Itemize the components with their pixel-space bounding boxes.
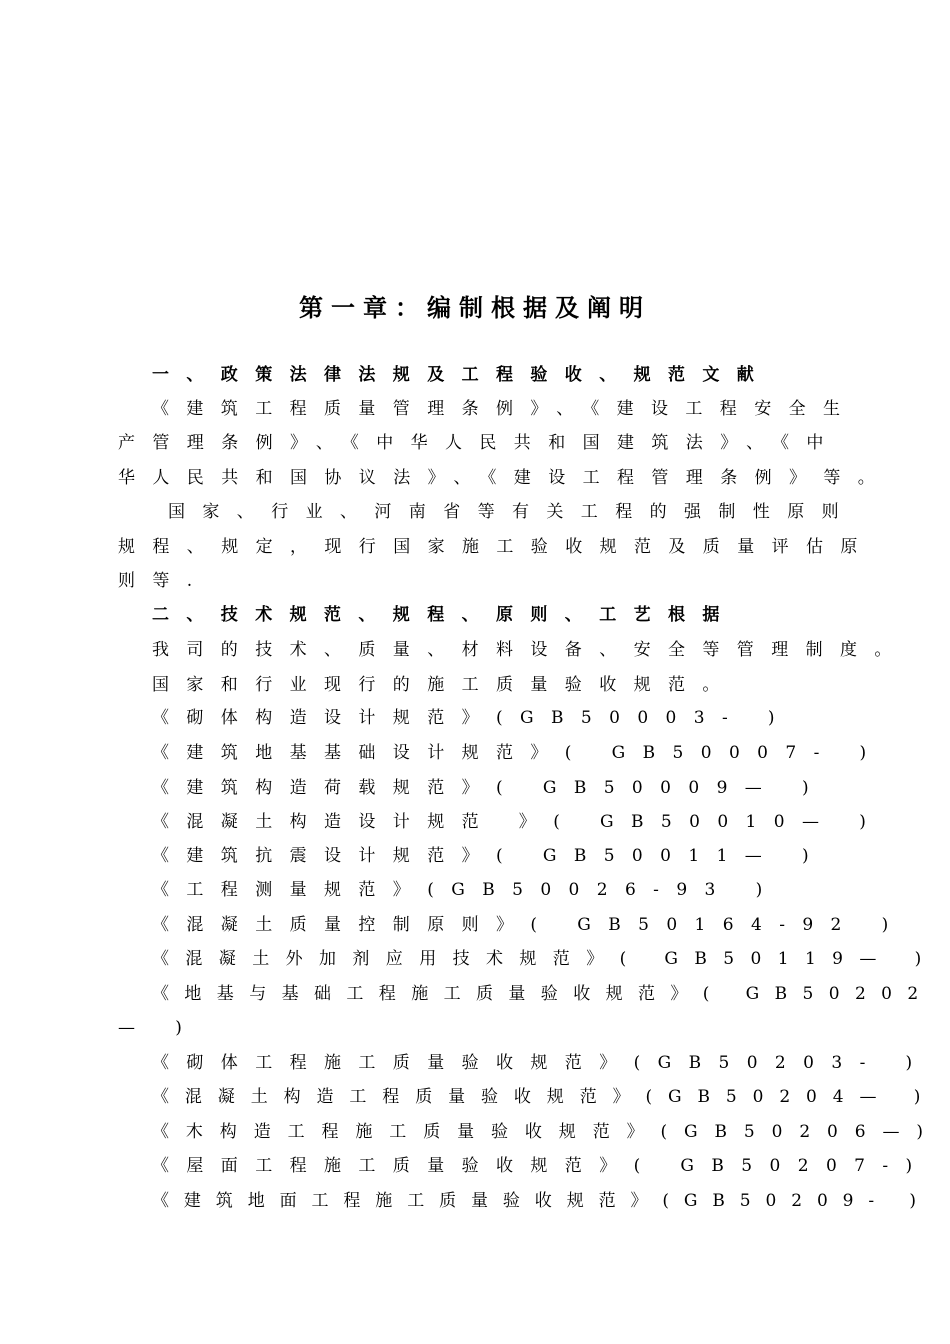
standard-item: 《建筑抗震设计规范》( GB50011— )	[152, 846, 827, 866]
chapter-title: 第一章：编制根据及阐明	[299, 293, 651, 322]
paragraph-2-line-3: 则等.	[118, 571, 210, 591]
national-standards-line: 国家和行业现行的施工质量验收规范。	[152, 675, 737, 695]
standard-item: 《混凝土构造设计规范 》( GB50010— )	[152, 812, 884, 832]
paragraph-2-line-1: 国家、行业、河南省等有关工程的强制性原则	[168, 502, 856, 522]
standard-item: 《木构造工程施工质量验收规范》(GB50206—)	[152, 1122, 940, 1142]
paragraph-1-line-1: 《建筑工程质量管理条例》、《建设工程安全生	[152, 399, 858, 419]
standard-item: 《工程测量规范》(GB50026-93 )	[152, 880, 780, 900]
standard-item: 《混凝土外加剂应用技术规范》( GB50119— )	[152, 949, 938, 969]
section-2-heading: 二、技术规范、规程、原则、工艺根据	[152, 605, 737, 625]
standard-item: 《屋面工程施工质量验收规范》( GB50207-)	[152, 1156, 930, 1176]
standard-item: 《混凝土质量控制原则》( GB50164-92 )	[152, 915, 906, 935]
paragraph-2-line-2: 规程、规定，现行国家施工验收规范及质量评估原	[118, 537, 875, 557]
management-system-line: 我司的技术、质量、材料设备、安全等管理制度。	[152, 640, 909, 660]
standard-item: 《建筑地面工程施工质量验收规范》(GB50209- )	[152, 1191, 931, 1211]
standard-item: 《建筑构造荷载规范》( GB50009— )	[152, 778, 827, 798]
standard-item: 《地基与基础工程施工质量验收规范》( GB50202	[152, 984, 934, 1004]
standard-item: 《砌体构造设计规范》(GB50003- )	[152, 708, 792, 728]
standard-item: 《混凝土构造工程质量验收规范》(GB50204— )	[152, 1087, 937, 1107]
paragraph-1-line-3: 华人民共和国协议法》、《建设工程管理条例》等。	[118, 468, 893, 488]
standard-item: 《砌体工程施工质量验收规范》(GB50203- )	[152, 1053, 930, 1073]
standard-item-continuation: — )	[118, 1018, 200, 1038]
standard-item: 《建筑地基基础设计规范》( GB50007- )	[152, 743, 884, 763]
section-1-heading: 一、政策法律法规及工程验收、规范文献	[152, 365, 772, 385]
paragraph-1-line-2: 产管理条例》、《中华人民共和国建筑法》、《中	[118, 433, 841, 453]
